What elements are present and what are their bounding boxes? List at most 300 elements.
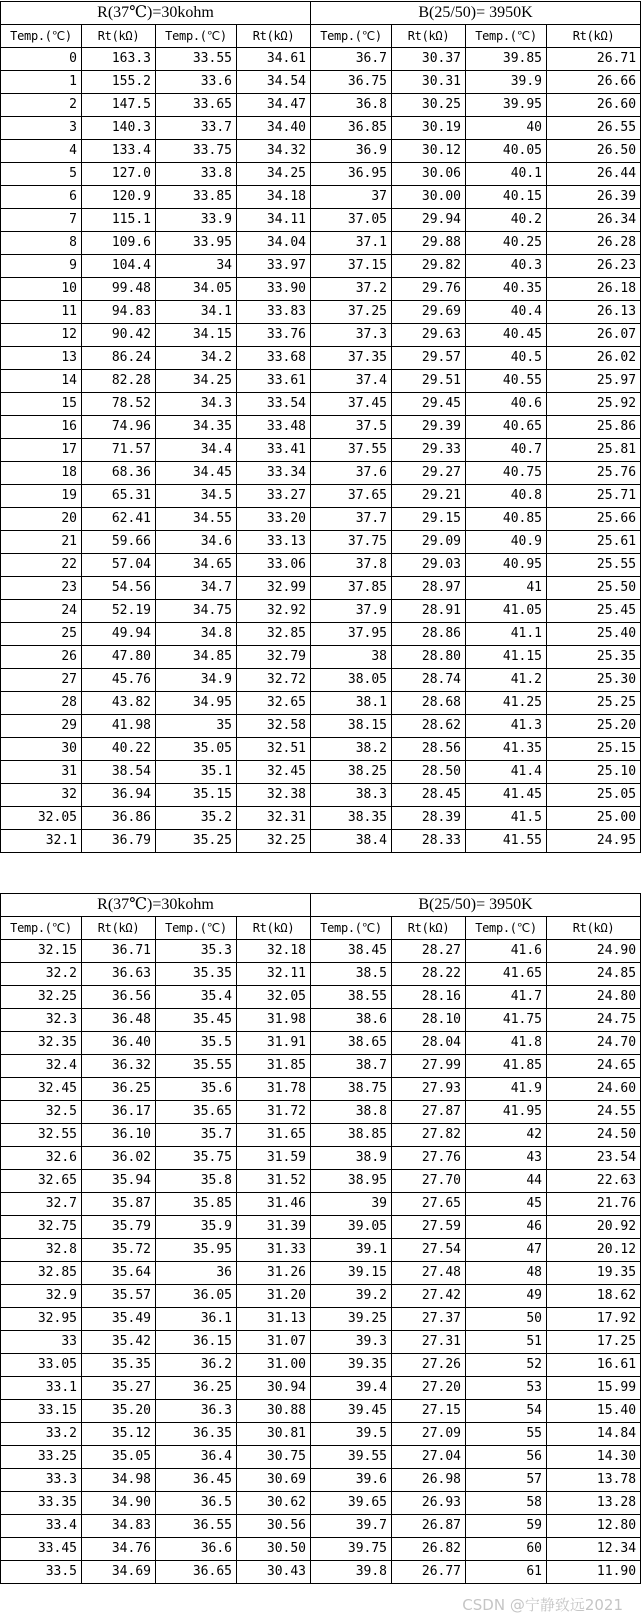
temp-cell: 10: [1, 278, 82, 301]
temp-cell: 35.9: [156, 1216, 237, 1239]
resistance-cell: 33.06: [237, 554, 311, 577]
temp-cell: 39: [311, 1193, 392, 1216]
temp-cell: 38: [311, 646, 392, 669]
temp-cell: 33.65: [156, 94, 237, 117]
header-temp: Temp.(℃): [1, 917, 82, 940]
temp-cell: 24: [1, 600, 82, 623]
resistance-cell: 36.56: [82, 986, 156, 1009]
resistance-cell: 32.51: [237, 738, 311, 761]
table-row: [1, 1423, 641, 1446]
table-row: [1, 1446, 641, 1469]
temp-cell: 38.85: [311, 1124, 392, 1147]
temp-cell: 32: [1, 784, 82, 807]
temp-cell: 32.45: [1, 1078, 82, 1101]
header-temp: Temp.(℃): [156, 25, 237, 48]
resistance-cell: 17.25: [547, 1331, 641, 1354]
resistance-cell: 33.68: [237, 347, 311, 370]
resistance-cell: 26.82: [392, 1538, 466, 1561]
temp-cell: 36.05: [156, 1285, 237, 1308]
resistance-cell: 26.13: [547, 301, 641, 324]
temp-cell: 34.7: [156, 577, 237, 600]
resistance-cell: 30.06: [392, 163, 466, 186]
resistance-cell: 35.72: [82, 1239, 156, 1262]
table-row: [1, 761, 641, 784]
resistance-cell: 26.07: [547, 324, 641, 347]
temp-cell: 38.4: [311, 830, 392, 853]
table-row: [1, 1285, 641, 1308]
temp-cell: 34.75: [156, 600, 237, 623]
resistance-cell: 74.96: [82, 416, 156, 439]
temp-cell: 34.3: [156, 393, 237, 416]
resistance-cell: 25.97: [547, 370, 641, 393]
temp-cell: 32.85: [1, 1262, 82, 1285]
resistance-cell: 31.26: [237, 1262, 311, 1285]
table-row: [1, 963, 641, 986]
header-temp: Temp.(℃): [311, 25, 392, 48]
table-row: [1, 738, 641, 761]
temp-cell: 20: [1, 508, 82, 531]
resistance-cell: 21.76: [547, 1193, 641, 1216]
table-row: [1, 370, 641, 393]
temp-cell: 34.35: [156, 416, 237, 439]
temp-cell: 36.9: [311, 140, 392, 163]
temp-cell: 39.25: [311, 1308, 392, 1331]
temp-cell: 33.55: [156, 48, 237, 71]
temp-cell: 41.65: [466, 963, 547, 986]
watermark: CSDN @宁静致远2021: [462, 1596, 623, 1614]
resistance-cell: 33.54: [237, 393, 311, 416]
resistance-cell: 35.79: [82, 1216, 156, 1239]
resistance-cell: 34.90: [82, 1492, 156, 1515]
resistance-cell: 25.71: [547, 485, 641, 508]
resistance-cell: 33.76: [237, 324, 311, 347]
resistance-cell: 35.57: [82, 1285, 156, 1308]
resistance-cell: 29.33: [392, 439, 466, 462]
temp-cell: 33.75: [156, 140, 237, 163]
resistance-cell: 29.45: [392, 393, 466, 416]
temp-cell: 37.5: [311, 416, 392, 439]
temp-cell: 32.8: [1, 1239, 82, 1262]
temp-cell: 32.35: [1, 1032, 82, 1055]
temp-cell: 35.15: [156, 784, 237, 807]
resistance-cell: 30.00: [392, 186, 466, 209]
table-row: [1, 1377, 641, 1400]
resistance-cell: 11.90: [547, 1561, 641, 1584]
resistance-cell: 32.05: [237, 986, 311, 1009]
resistance-cell: 29.39: [392, 416, 466, 439]
temp-cell: 15: [1, 393, 82, 416]
resistance-cell: 25.61: [547, 531, 641, 554]
temp-cell: 40.55: [466, 370, 547, 393]
resistance-cell: 27.65: [392, 1193, 466, 1216]
resistance-cell: 27.87: [392, 1101, 466, 1124]
temp-cell: 22: [1, 554, 82, 577]
temp-cell: 34.85: [156, 646, 237, 669]
temp-cell: 33.2: [1, 1423, 82, 1446]
resistance-cell: 86.24: [82, 347, 156, 370]
resistance-cell: 24.75: [547, 1009, 641, 1032]
table-row: [1, 1078, 641, 1101]
temp-cell: 40.85: [466, 508, 547, 531]
resistance-cell: 25.10: [547, 761, 641, 784]
resistance-cell: 26.87: [392, 1515, 466, 1538]
resistance-cell: 36.94: [82, 784, 156, 807]
resistance-cell: 71.57: [82, 439, 156, 462]
table-row: [1, 94, 641, 117]
temp-cell: 35.2: [156, 807, 237, 830]
table-row: [1, 209, 641, 232]
resistance-cell: 36.63: [82, 963, 156, 986]
resistance-cell: 32.38: [237, 784, 311, 807]
resistance-cell: 32.72: [237, 669, 311, 692]
temp-cell: 38.75: [311, 1078, 392, 1101]
resistance-cell: 25.45: [547, 600, 641, 623]
temp-cell: 38.35: [311, 807, 392, 830]
resistance-cell: 20.92: [547, 1216, 641, 1239]
table-row: [1, 117, 641, 140]
table-row: [1, 1009, 641, 1032]
table-row: [1, 1400, 641, 1423]
header-resistance: Rt(kΩ): [82, 25, 156, 48]
table-title-row: [1, 894, 641, 917]
temp-cell: 30: [1, 738, 82, 761]
resistance-cell: 17.92: [547, 1308, 641, 1331]
resistance-cell: 29.57: [392, 347, 466, 370]
temp-cell: 34.05: [156, 278, 237, 301]
temp-cell: 6: [1, 186, 82, 209]
table-row: [1, 784, 641, 807]
temp-cell: 35.35: [156, 963, 237, 986]
temp-cell: 41.2: [466, 669, 547, 692]
temp-cell: 34.6: [156, 531, 237, 554]
temp-cell: 39.4: [311, 1377, 392, 1400]
header-temp: Temp.(℃): [1, 25, 82, 48]
resistance-cell: 35.64: [82, 1262, 156, 1285]
resistance-cell: 33.27: [237, 485, 311, 508]
temp-cell: 37.75: [311, 531, 392, 554]
temp-cell: 12: [1, 324, 82, 347]
resistance-cell: 28.74: [392, 669, 466, 692]
resistance-cell: 34.25: [237, 163, 311, 186]
temp-cell: 40.1: [466, 163, 547, 186]
temp-cell: 39.65: [311, 1492, 392, 1515]
resistance-cell: 32.45: [237, 761, 311, 784]
resistance-cell: 26.28: [547, 232, 641, 255]
temp-cell: 38.6: [311, 1009, 392, 1032]
table-row: [1, 1538, 641, 1561]
temp-cell: 32.75: [1, 1216, 82, 1239]
resistance-cell: 15.40: [547, 1400, 641, 1423]
temp-cell: 33.9: [156, 209, 237, 232]
temp-cell: 39.7: [311, 1515, 392, 1538]
temp-cell: 35.05: [156, 738, 237, 761]
table-row: [1, 554, 641, 577]
temp-cell: 35.3: [156, 940, 237, 963]
temp-cell: 32.95: [1, 1308, 82, 1331]
table-row: [1, 623, 641, 646]
resistance-cell: 28.68: [392, 692, 466, 715]
resistance-cell: 26.23: [547, 255, 641, 278]
temp-cell: 40.6: [466, 393, 547, 416]
temp-cell: 37.3: [311, 324, 392, 347]
temp-cell: 38.5: [311, 963, 392, 986]
temp-cell: 41.35: [466, 738, 547, 761]
resistance-cell: 31.39: [237, 1216, 311, 1239]
header-temp: Temp.(℃): [466, 25, 547, 48]
temp-cell: 41.25: [466, 692, 547, 715]
temp-cell: 33.5: [1, 1561, 82, 1584]
temp-cell: 44: [466, 1170, 547, 1193]
temp-cell: 36.3: [156, 1400, 237, 1423]
resistance-cell: 33.48: [237, 416, 311, 439]
temp-cell: 37.05: [311, 209, 392, 232]
resistance-cell: 29.21: [392, 485, 466, 508]
temp-cell: 41.55: [466, 830, 547, 853]
resistance-cell: 24.90: [547, 940, 641, 963]
temp-cell: 36.75: [311, 71, 392, 94]
temp-cell: 27: [1, 669, 82, 692]
resistance-cell: 30.12: [392, 140, 466, 163]
resistance-cell: 29.51: [392, 370, 466, 393]
temp-cell: 40.9: [466, 531, 547, 554]
temp-cell: 34.8: [156, 623, 237, 646]
temp-cell: 4: [1, 140, 82, 163]
resistance-cell: 33.90: [237, 278, 311, 301]
resistance-cell: 29.27: [392, 462, 466, 485]
temp-cell: 37.8: [311, 554, 392, 577]
header-resistance: Rt(kΩ): [392, 917, 466, 940]
table-row: [1, 830, 641, 853]
temp-cell: 9: [1, 255, 82, 278]
table-row: [1, 1262, 641, 1285]
resistance-cell: 34.40: [237, 117, 311, 140]
table-row: [1, 669, 641, 692]
resistance-cell: 24.65: [547, 1055, 641, 1078]
resistance-cell: 34.47: [237, 94, 311, 117]
temp-cell: 35.45: [156, 1009, 237, 1032]
resistance-cell: 36.17: [82, 1101, 156, 1124]
resistance-cell: 28.80: [392, 646, 466, 669]
temp-cell: 53: [466, 1377, 547, 1400]
resistance-cell: 28.33: [392, 830, 466, 853]
resistance-cell: 27.93: [392, 1078, 466, 1101]
table-row: [1, 439, 641, 462]
resistance-cell: 34.32: [237, 140, 311, 163]
temp-cell: 38.9: [311, 1147, 392, 1170]
temp-cell: 38.05: [311, 669, 392, 692]
title-beta: B(25/50)= 3950K: [311, 894, 641, 917]
resistance-cell: 35.20: [82, 1400, 156, 1423]
resistance-cell: 31.91: [237, 1032, 311, 1055]
resistance-cell: 27.09: [392, 1423, 466, 1446]
header-temp: Temp.(℃): [156, 917, 237, 940]
temp-cell: 41.75: [466, 1009, 547, 1032]
resistance-cell: 28.27: [392, 940, 466, 963]
temp-cell: 38.55: [311, 986, 392, 1009]
resistance-cell: 31.33: [237, 1239, 311, 1262]
temp-cell: 59: [466, 1515, 547, 1538]
temp-cell: 35.25: [156, 830, 237, 853]
resistance-cell: 104.4: [82, 255, 156, 278]
temp-cell: 40.4: [466, 301, 547, 324]
temp-cell: 39.35: [311, 1354, 392, 1377]
temp-cell: 41.05: [466, 600, 547, 623]
temp-cell: 41.4: [466, 761, 547, 784]
header-temp: Temp.(℃): [466, 917, 547, 940]
temp-cell: 29: [1, 715, 82, 738]
resistance-cell: 29.03: [392, 554, 466, 577]
resistance-cell: 94.83: [82, 301, 156, 324]
temp-cell: 5: [1, 163, 82, 186]
temp-cell: 46: [466, 1216, 547, 1239]
resistance-cell: 24.95: [547, 830, 641, 853]
header-resistance: Rt(kΩ): [547, 25, 641, 48]
resistance-cell: 24.60: [547, 1078, 641, 1101]
resistance-cell: 26.39: [547, 186, 641, 209]
resistance-cell: 65.31: [82, 485, 156, 508]
table-row: [1, 485, 641, 508]
resistance-cell: 31.98: [237, 1009, 311, 1032]
temp-cell: 41.15: [466, 646, 547, 669]
resistance-cell: 20.12: [547, 1239, 641, 1262]
temp-cell: 25: [1, 623, 82, 646]
temp-cell: 36.1: [156, 1308, 237, 1331]
resistance-cell: 35.35: [82, 1354, 156, 1377]
temp-cell: 33.1: [1, 1377, 82, 1400]
temp-cell: 33.35: [1, 1492, 82, 1515]
temp-cell: 37.65: [311, 485, 392, 508]
resistance-cell: 36.10: [82, 1124, 156, 1147]
temp-cell: 36.65: [156, 1561, 237, 1584]
temp-cell: 38.3: [311, 784, 392, 807]
resistance-cell: 13.78: [547, 1469, 641, 1492]
resistance-cell: 26.34: [547, 209, 641, 232]
temp-cell: 40.5: [466, 347, 547, 370]
table-row: [1, 1469, 641, 1492]
resistance-cell: 30.50: [237, 1538, 311, 1561]
resistance-cell: 28.97: [392, 577, 466, 600]
temp-cell: 36.4: [156, 1446, 237, 1469]
resistance-cell: 32.92: [237, 600, 311, 623]
temp-cell: 41.5: [466, 807, 547, 830]
resistance-cell: 30.81: [237, 1423, 311, 1446]
temp-cell: 34: [156, 255, 237, 278]
resistance-cell: 109.6: [82, 232, 156, 255]
temp-cell: 37.55: [311, 439, 392, 462]
resistance-cell: 29.94: [392, 209, 466, 232]
temp-cell: 48: [466, 1262, 547, 1285]
temp-cell: 32.65: [1, 1170, 82, 1193]
temp-cell: 39.75: [311, 1538, 392, 1561]
temp-cell: 26: [1, 646, 82, 669]
temp-cell: 8: [1, 232, 82, 255]
temp-cell: 17: [1, 439, 82, 462]
temp-cell: 23: [1, 577, 82, 600]
resistance-cell: 25.76: [547, 462, 641, 485]
temp-cell: 34.45: [156, 462, 237, 485]
temp-cell: 33.3: [1, 1469, 82, 1492]
temp-cell: 37.2: [311, 278, 392, 301]
temp-cell: 36.2: [156, 1354, 237, 1377]
title-r37: R(37℃)=30kohm: [1, 894, 311, 917]
header-resistance: Rt(kΩ): [237, 25, 311, 48]
temp-cell: 39.5: [311, 1423, 392, 1446]
resistance-cell: 26.50: [547, 140, 641, 163]
table-row: [1, 140, 641, 163]
temp-cell: 32.2: [1, 963, 82, 986]
table-row: [1, 1147, 641, 1170]
resistance-cell: 27.42: [392, 1285, 466, 1308]
temp-cell: 37.45: [311, 393, 392, 416]
resistance-cell: 28.86: [392, 623, 466, 646]
temp-cell: 36: [156, 1262, 237, 1285]
temp-cell: 35: [156, 715, 237, 738]
resistance-cell: 30.37: [392, 48, 466, 71]
temp-cell: 36.25: [156, 1377, 237, 1400]
resistance-cell: 25.81: [547, 439, 641, 462]
resistance-cell: 25.00: [547, 807, 641, 830]
resistance-cell: 24.70: [547, 1032, 641, 1055]
table-row: [1, 301, 641, 324]
resistance-cell: 25.86: [547, 416, 641, 439]
table-row: [1, 1561, 641, 1584]
resistance-cell: 28.50: [392, 761, 466, 784]
temp-cell: 35.4: [156, 986, 237, 1009]
temp-cell: 34.4: [156, 439, 237, 462]
temp-cell: 34.65: [156, 554, 237, 577]
table-row: [1, 692, 641, 715]
resistance-cell: 16.61: [547, 1354, 641, 1377]
temp-cell: 41.85: [466, 1055, 547, 1078]
resistance-cell: 27.31: [392, 1331, 466, 1354]
resistance-cell: 29.88: [392, 232, 466, 255]
resistance-cell: 59.66: [82, 531, 156, 554]
resistance-cell: 32.85: [237, 623, 311, 646]
resistance-cell: 52.19: [82, 600, 156, 623]
resistance-cell: 34.61: [237, 48, 311, 71]
column-header-row: [1, 25, 641, 48]
table-row: [1, 232, 641, 255]
resistance-cell: 35.94: [82, 1170, 156, 1193]
resistance-cell: 36.79: [82, 830, 156, 853]
resistance-cell: 28.39: [392, 807, 466, 830]
resistance-cell: 32.58: [237, 715, 311, 738]
temp-cell: 37.25: [311, 301, 392, 324]
temp-cell: 36.95: [311, 163, 392, 186]
temp-cell: 50: [466, 1308, 547, 1331]
resistance-cell: 31.59: [237, 1147, 311, 1170]
temp-cell: 40.3: [466, 255, 547, 278]
temp-cell: 57: [466, 1469, 547, 1492]
resistance-cell: 31.00: [237, 1354, 311, 1377]
resistance-cell: 30.43: [237, 1561, 311, 1584]
resistance-cell: 57.04: [82, 554, 156, 577]
table-row: [1, 393, 641, 416]
temp-cell: 55: [466, 1423, 547, 1446]
temp-cell: 32.1: [1, 830, 82, 853]
resistance-cell: 28.91: [392, 600, 466, 623]
temp-cell: 38.45: [311, 940, 392, 963]
resistance-cell: 27.99: [392, 1055, 466, 1078]
table-row: [1, 1124, 641, 1147]
resistance-cell: 25.40: [547, 623, 641, 646]
temp-cell: 39.6: [311, 1469, 392, 1492]
resistance-cell: 99.48: [82, 278, 156, 301]
resistance-cell: 29.15: [392, 508, 466, 531]
resistance-cell: 27.70: [392, 1170, 466, 1193]
temp-cell: 36.5: [156, 1492, 237, 1515]
table-row: [1, 416, 641, 439]
